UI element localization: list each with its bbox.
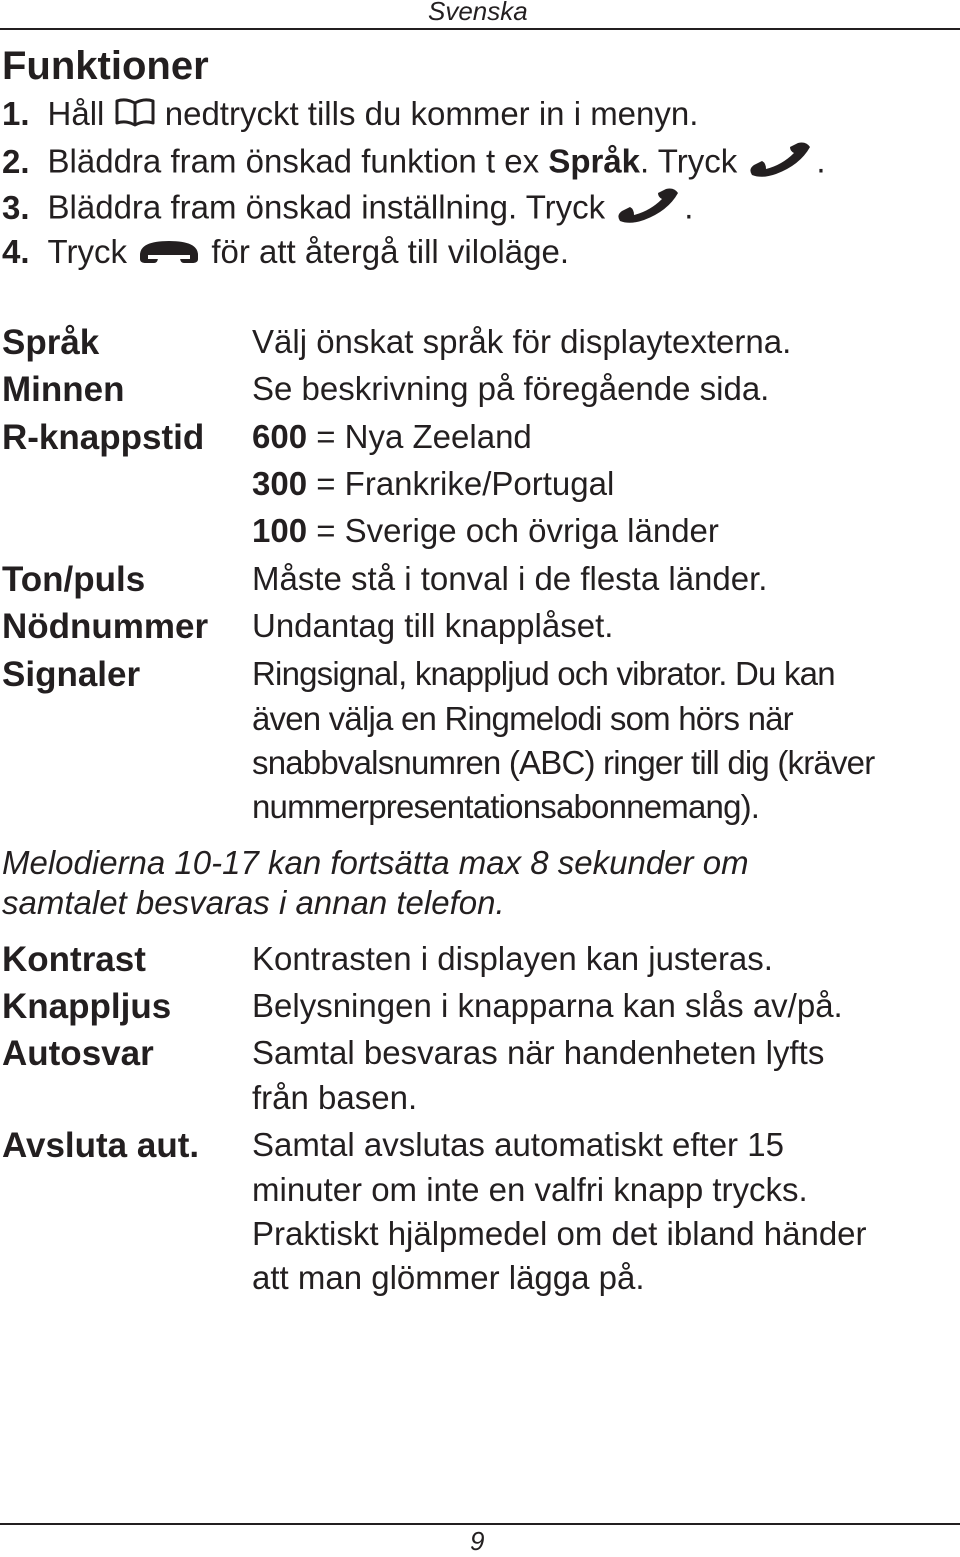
- r-knappstid-option: [252, 465, 614, 503]
- r-knappstid-option: [252, 418, 532, 456]
- option-value: 300: [252, 465, 308, 502]
- setting-desc-avsluta-line: Samtal avslutas automatiskt efter 15: [252, 1126, 784, 1163]
- setting-term-autosvar: Autosvar: [2, 1034, 154, 1073]
- step-1: [2, 95, 698, 135]
- step-number: 2.: [2, 142, 30, 180]
- section-title: Funktioner: [2, 44, 209, 88]
- step-text: Bläddra fram önskad funktion t ex: [47, 142, 540, 180]
- setting-desc-avsluta-line: minuter om inte en valfri knapp trycks.: [252, 1171, 808, 1208]
- setting-desc-signaler-line: nummerpresentationsabonnemang).: [252, 788, 760, 825]
- setting-desc-kontrast: Kontrasten i displayen kan justeras.: [252, 940, 773, 977]
- setting-desc-avsluta-line: att man glömmer lägga på.: [252, 1259, 645, 1296]
- setting-desc-nodnummer: Undantag till knapplåset.: [252, 607, 614, 644]
- setting-desc-avsluta-line: Praktiskt hjälpmedel om det ibland händer: [252, 1215, 867, 1252]
- setting-desc-autosvar-line: från basen.: [252, 1079, 418, 1116]
- step-text: nedtryckt tills du kommer in i menyn.: [164, 95, 699, 132]
- setting-term-signaler: Signaler: [2, 655, 141, 694]
- setting-desc-knappljus: Belysningen i knapparna kan slås av/på.: [252, 987, 843, 1024]
- setting-term-sprak: Språk: [2, 323, 100, 362]
- setting-desc-minnen: Se beskrivning på föregående sida.: [252, 370, 770, 407]
- step-text: Bläddra fram önskad inställning. Tryck: [47, 188, 606, 226]
- header-rule: [0, 28, 960, 30]
- setting-term-minnen: Minnen: [2, 370, 125, 409]
- step-3: [2, 187, 693, 233]
- step-number: 4.: [2, 233, 30, 270]
- setting-desc-signaler-line: snabbvalsnumren (ABC) ringer till dig (kräver: [252, 744, 875, 781]
- option-value: 100: [252, 512, 308, 549]
- note-line: Melodierna 10-17 kan fortsätta max 8 sekunder om: [2, 844, 749, 881]
- setting-term-ton-puls: Ton/puls: [2, 560, 146, 599]
- setting-desc-signaler-line: även välja en Ringmelodi som hörs när: [252, 700, 793, 737]
- step-text: .: [684, 188, 694, 226]
- step-text: för att återgå till viloläge.: [211, 233, 569, 270]
- option-text: = Frankrike/Portugal: [307, 465, 615, 502]
- step-number: 3.: [2, 188, 30, 226]
- setting-desc-autosvar-line: Samtal besvaras när handenheten lyfts: [252, 1034, 825, 1071]
- step-number: 1.: [2, 95, 30, 132]
- language-header: Svenska: [428, 0, 528, 26]
- option-value: 600: [252, 418, 308, 455]
- setting-term-avsluta-aut: Avsluta aut.: [2, 1126, 200, 1165]
- footer-rule: [0, 1523, 960, 1525]
- setting-term-knappljus: Knappljus: [2, 987, 172, 1026]
- page-number: 9: [470, 1526, 485, 1556]
- step-4: [2, 233, 569, 273]
- setting-desc-sprak: Välj önskat språk för displaytexterna.: [252, 323, 792, 360]
- step-2: [2, 141, 826, 187]
- note-line: samtalet besvaras i annan telefon.: [2, 884, 505, 921]
- setting-term-r-knappstid: R-knappstid: [2, 418, 205, 457]
- phonebook-icon: [114, 97, 156, 135]
- step-bold-term: Språk: [548, 142, 641, 180]
- hang-up-icon: [136, 235, 202, 273]
- step-text: . Tryck: [640, 142, 738, 180]
- call-button-icon: [614, 187, 684, 233]
- setting-desc-signaler-line: Ringsignal, knappljud och vibrator. Du kan: [252, 655, 835, 692]
- step-text: .: [816, 142, 826, 180]
- call-button-icon: [746, 141, 816, 187]
- option-text: = Sverige och övriga länder: [307, 512, 719, 549]
- step-text: Håll: [47, 95, 105, 132]
- r-knappstid-option: [252, 512, 719, 550]
- setting-desc-ton-puls: Måste stå i tonval i de flesta länder.: [252, 560, 768, 597]
- step-text: Tryck: [47, 233, 127, 270]
- setting-term-kontrast: Kontrast: [2, 940, 146, 979]
- option-text: = Nya Zeeland: [307, 418, 532, 455]
- setting-term-nodnummer: Nödnummer: [2, 607, 209, 646]
